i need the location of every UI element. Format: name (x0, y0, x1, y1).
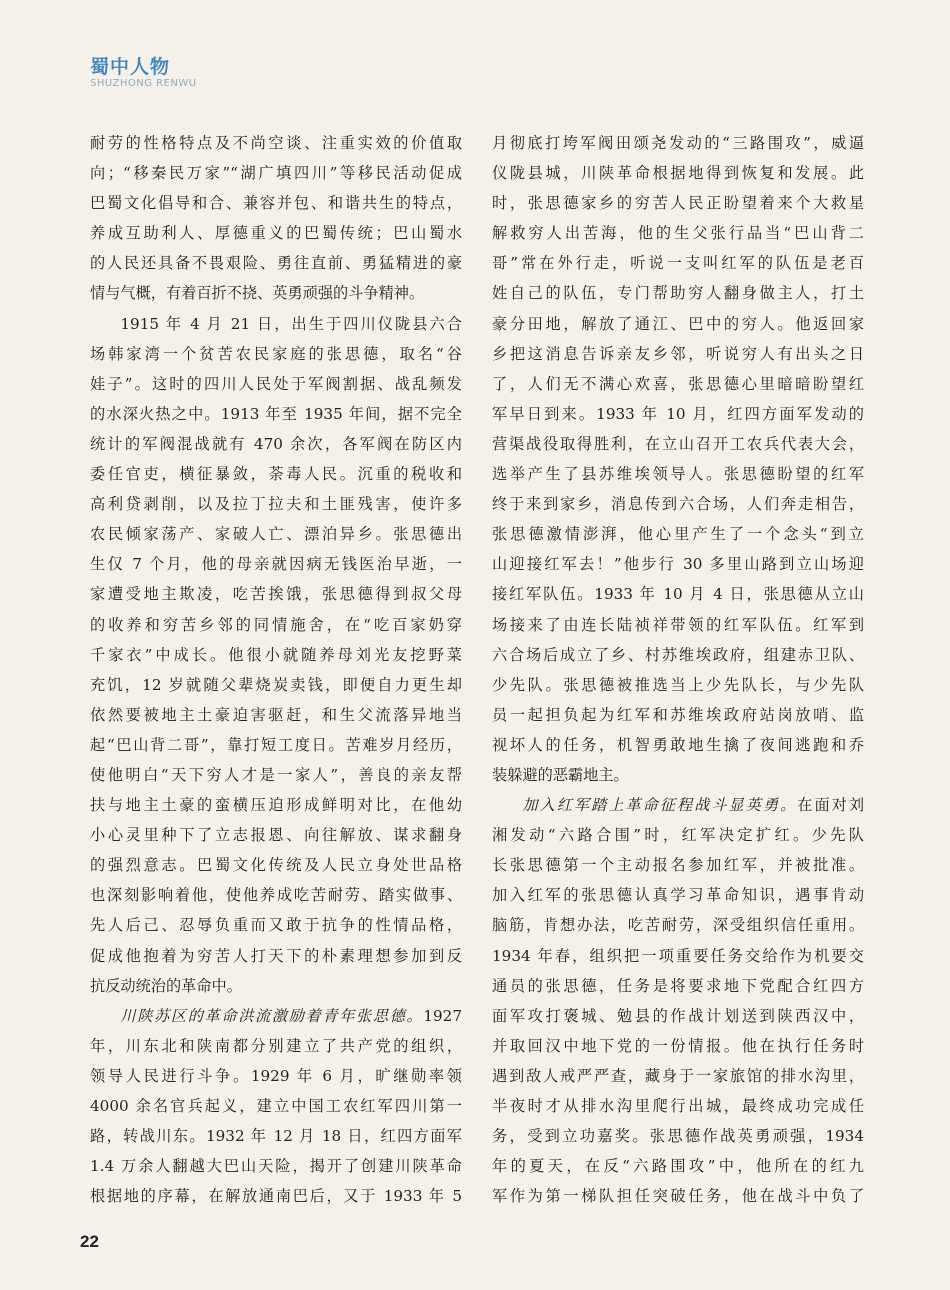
text-line (90, 1151, 462, 1181)
text-line (90, 1061, 462, 1091)
line-text: 的收养和穷苦乡邻的同情施舍，在“吃百家奶穿 (90, 615, 462, 634)
line-text: 接红军队伍。1933 年 10 月 4 日，张思德从立山 (492, 585, 864, 604)
text-line (492, 309, 864, 339)
line-text: 的人民还具备不畏艰险、勇往直前、勇猛精进的豪 (90, 254, 462, 273)
text-line (90, 369, 462, 399)
text-line (492, 158, 864, 188)
text-line (492, 1181, 864, 1211)
text-line (90, 941, 462, 971)
text-line (90, 218, 462, 248)
line-text: 长张思德第一个主动报名参加红军，并被批准。 (492, 856, 864, 875)
text-line (90, 339, 462, 369)
line-text: 场韩家湾一个贫苦农民家庭的张思德，取名“谷 (90, 344, 462, 363)
text-line (492, 519, 864, 549)
line-text: 4000 余名官兵起义，建立中国工农红军四川第一 (90, 1097, 462, 1115)
text-line (90, 880, 462, 910)
text-line (90, 399, 462, 429)
line-text: 湘发动“六路合围”时，红军决定扩红。少先队 (492, 826, 864, 845)
text-line (492, 1091, 864, 1121)
line-text: 年的夏天，在反“六路围攻”中，他所在的红九 (492, 1157, 864, 1176)
text-line (492, 850, 864, 880)
text-line (90, 519, 462, 549)
text-line (492, 339, 864, 369)
column-subtitle: SHUZHONG RENWU (90, 78, 197, 89)
line-text: 的水深火热之中。1913 年至 1935 年间，据不完全 (90, 404, 462, 423)
line-text: 抗反动统治的革命中。 (90, 976, 242, 995)
text-line (492, 248, 864, 278)
magazine-header (90, 56, 197, 90)
line-text: 务，受到立功嘉奖。张思德作战英勇顽强，1934 (492, 1127, 864, 1146)
text-line (492, 128, 864, 158)
line-text: 少先队。张思德被推选当上少先队长，与少先队 (492, 675, 864, 694)
line-text: 使他明白“天下穷人才是一家人”，善良的亲友帮 (90, 765, 462, 784)
line-text: 统计的军阀混战就有 470 余次，各军阀在防区内 (90, 434, 462, 453)
line-text: 装躲避的恶霸地主。 (492, 765, 629, 784)
line-text: 并取回汉中地下党的一份情报。他在执行任务时 (492, 1036, 864, 1055)
text-line (90, 730, 462, 760)
text-line (90, 670, 462, 700)
text-line (492, 880, 864, 910)
line-text: 1934 年春，组织把一项重要任务交给作为机要交 (492, 946, 864, 965)
line-text: 耐劳的性格特点及不尚空谈、注重实效的价值取 (90, 134, 462, 152)
text-line (90, 700, 462, 730)
text-line (492, 941, 864, 971)
line-text: 张思德激情澎湃，他心里产生了一个念头“到立 (492, 525, 864, 544)
line-text: 场接来了由连长陆祯祥带领的红军队伍。红军到 (492, 615, 864, 634)
text-line (90, 579, 462, 609)
line-text: 小心灵里种下了立志报恩、向往解放、谋求翻身 (90, 826, 462, 845)
line-text: 起“巴山背二哥”，靠打短工度日。苦难岁月经历， (90, 735, 462, 754)
text-line (90, 820, 462, 850)
text-line (492, 1001, 864, 1031)
text-line (492, 218, 864, 248)
line-text: 月彻底打垮军阀田颂尧发动的“三路围攻”，威逼 (492, 134, 864, 152)
text-line (90, 128, 462, 158)
section-heading: 加入红军踏上革命征程战斗显英勇。 (522, 796, 798, 815)
text-line (492, 670, 864, 700)
line-text: 扶与地主土豪的蛮横压迫形成鲜明对比，在他幼 (90, 796, 462, 815)
text-line (90, 971, 462, 1001)
line-text: 仪陇县城，川陕革命根据地得到恢复和发展。此 (492, 164, 864, 183)
line-text: 山迎接红军去！”他步行 30 多里山路到立山场迎 (492, 555, 864, 574)
line-text: 脑筋，肯想办法，吃苦耐劳，深受组织信任重用。 (492, 916, 864, 935)
line-text: 高利贷剥削，以及拉丁拉夫和土匪残害，使许多 (90, 495, 462, 514)
line-text: 面军攻打褒城、勉县的作战计划送到陕西汉中， (492, 1006, 864, 1025)
text-line (90, 489, 462, 519)
page-number: 22 (80, 1232, 99, 1251)
line-text: 了，人们无不满心欢喜，张思德心里暗暗盼望红 (492, 374, 864, 393)
text-line (90, 790, 462, 820)
text-line (90, 760, 462, 790)
text-line (90, 1121, 462, 1151)
line-text: 路，转战川东。1932 年 12 月 18 日，红四方面军 (90, 1127, 462, 1146)
text-line (90, 188, 462, 218)
text-line (492, 910, 864, 940)
right-text-column (492, 128, 864, 1211)
left-text-column (90, 128, 462, 1211)
line-text: 农民倾家荡产、家破人亡、漂泊异乡。张思德出 (90, 525, 462, 544)
text-line (90, 1001, 462, 1031)
line-text: 加入红军的张思德认真学习革命知识，遇事肯动 (492, 886, 864, 905)
text-line (492, 188, 864, 218)
text-line (492, 640, 864, 670)
text-line (90, 248, 462, 278)
line-text: 视坏人的任务，机智勇敢地生擒了夜间逃跑和乔 (492, 735, 864, 754)
text-line (492, 1031, 864, 1061)
line-text: 委任官吏，横征暴敛，荼毒人民。沉重的税收和 (90, 465, 462, 484)
line-text: 先人后己、忍辱负重而又敢于抗争的性情品格， (90, 916, 462, 935)
text-line (90, 910, 462, 940)
line-text: 向；“移秦民万家”“湖广填四川”等移民活动促成 (90, 164, 462, 183)
line-text: 1927 (423, 1006, 462, 1025)
line-text: 通员的张思德，任务是将要求地下党配合红四方 (492, 976, 864, 995)
line-text: 乡把这消息告诉亲友乡邻，听说穷人有出头之日 (492, 344, 864, 363)
text-line (90, 549, 462, 579)
line-text: 情与气概，有着百折不挠、英勇顽强的斗争精神。 (90, 284, 425, 303)
line-text: 依然要被地主土豪迫害驱赶，和生父流落异地当 (90, 705, 462, 724)
text-line (492, 278, 864, 308)
text-line (492, 971, 864, 1001)
line-text: 的强烈意志。巴蜀文化传统及人民立身处世品格 (90, 856, 462, 875)
text-line (90, 459, 462, 489)
line-text: 促成他抱着为穷苦人打天下的朴素理想参加到反 (90, 946, 462, 965)
text-line (492, 429, 864, 459)
text-line (492, 1121, 864, 1151)
line-text: 1915 年 4 月 21 日，出生于四川仪陇县六合 (120, 314, 462, 333)
text-line (90, 1091, 462, 1121)
text-line (492, 610, 864, 640)
text-line (90, 158, 462, 188)
text-line (492, 1061, 864, 1091)
section-heading: 川陕苏区的革命洪流激励着青年张思德。 (120, 1006, 424, 1025)
text-line (492, 489, 864, 519)
line-text: 半夜时才从排水沟里爬行出城，最终成功完成任 (492, 1097, 864, 1115)
line-text: 千家衣”中成长。他很小就随养母刘光友挖野菜 (90, 645, 462, 664)
text-line (90, 429, 462, 459)
line-text: 巴蜀文化倡导和合、兼容并包、和谐共生的特点， (90, 194, 462, 213)
line-text: 军早日到来。1933 年 10 月，红四方面军发动的 (492, 404, 864, 423)
line-text: 养成互助利人、厚德重义的巴蜀传统；巴山蜀水 (90, 224, 462, 243)
line-text: 解救穷人出苦海，他的生父张行品当“巴山背二 (492, 224, 864, 243)
text-line (90, 309, 462, 339)
text-line (90, 1181, 462, 1211)
line-text: 时，张思德家乡的穷苦人民正盼望着来个大救星 (492, 194, 864, 213)
text-line (492, 579, 864, 609)
line-text: 生仅 7 个月，他的母亲就因病无钱医治早逝，一 (90, 555, 462, 574)
text-line (492, 790, 864, 820)
text-line (492, 549, 864, 579)
text-line (90, 610, 462, 640)
line-text: 年，川东北和陕南都分别建立了共产党的组织， (90, 1036, 462, 1055)
line-text: 哥”常在外行走，听说一支叫红军的队伍是老百 (492, 254, 864, 273)
line-text: 在面对刘 (797, 796, 864, 815)
text-line (492, 730, 864, 760)
line-text: 家遭受地主欺凌，吃苦挨饿，张思德得到叔父母 (90, 585, 462, 604)
line-text: 姓自己的队伍，专门帮助穷人翻身做主人，打土 (492, 284, 864, 303)
line-text: 娃子”。这时的四川人民处于军阀割据、战乱频发 (90, 374, 462, 393)
line-text: 充饥，12 岁就随父辈烧炭卖钱，即便自力更生却 (90, 675, 462, 694)
line-text: 领导人民进行斗争。1929 年 6 月，旷继勋率领 (90, 1066, 462, 1085)
text-line (492, 369, 864, 399)
line-text: 1.4 万余人翻越大巴山天险，揭开了创建川陕革命 (90, 1157, 462, 1176)
text-line (90, 278, 462, 308)
line-text: 营渠战役取得胜利，在立山召开工农兵代表大会， (492, 434, 864, 453)
line-text: 豪分田地，解放了通江、巴中的穷人。他返回家 (492, 314, 864, 333)
line-text: 员一起担负起为红军和苏维埃政府站岗放哨、监 (492, 705, 864, 724)
text-line (492, 399, 864, 429)
line-text: 根据地的序幕，在解放通南巴后，又于 1933 年 5 (90, 1187, 462, 1206)
text-line (492, 760, 864, 790)
column-title: 蜀中人物 (90, 56, 171, 78)
text-line (90, 640, 462, 670)
text-line (492, 820, 864, 850)
text-line (492, 700, 864, 730)
text-line (492, 1151, 864, 1181)
line-text: 终于来到家乡，消息传到六合场，人们奔走相告， (492, 495, 864, 514)
line-text: 遇到敌人戒严严查，藏身于一家旅馆的排水沟里， (492, 1066, 864, 1085)
text-line (492, 459, 864, 489)
text-line (90, 1031, 462, 1061)
line-text: 六合场后成立了乡、村苏维埃政府，组建赤卫队、 (492, 645, 864, 664)
text-line (90, 850, 462, 880)
line-text: 军作为第一梯队担任突破任务，他在战斗中负了 (492, 1187, 864, 1206)
line-text: 选举产生了县苏维埃领导人。张思德盼望的红军 (492, 465, 864, 484)
line-text: 也深刻影响着他，使他养成吃苦耐劳、踏实做事、 (90, 886, 462, 905)
